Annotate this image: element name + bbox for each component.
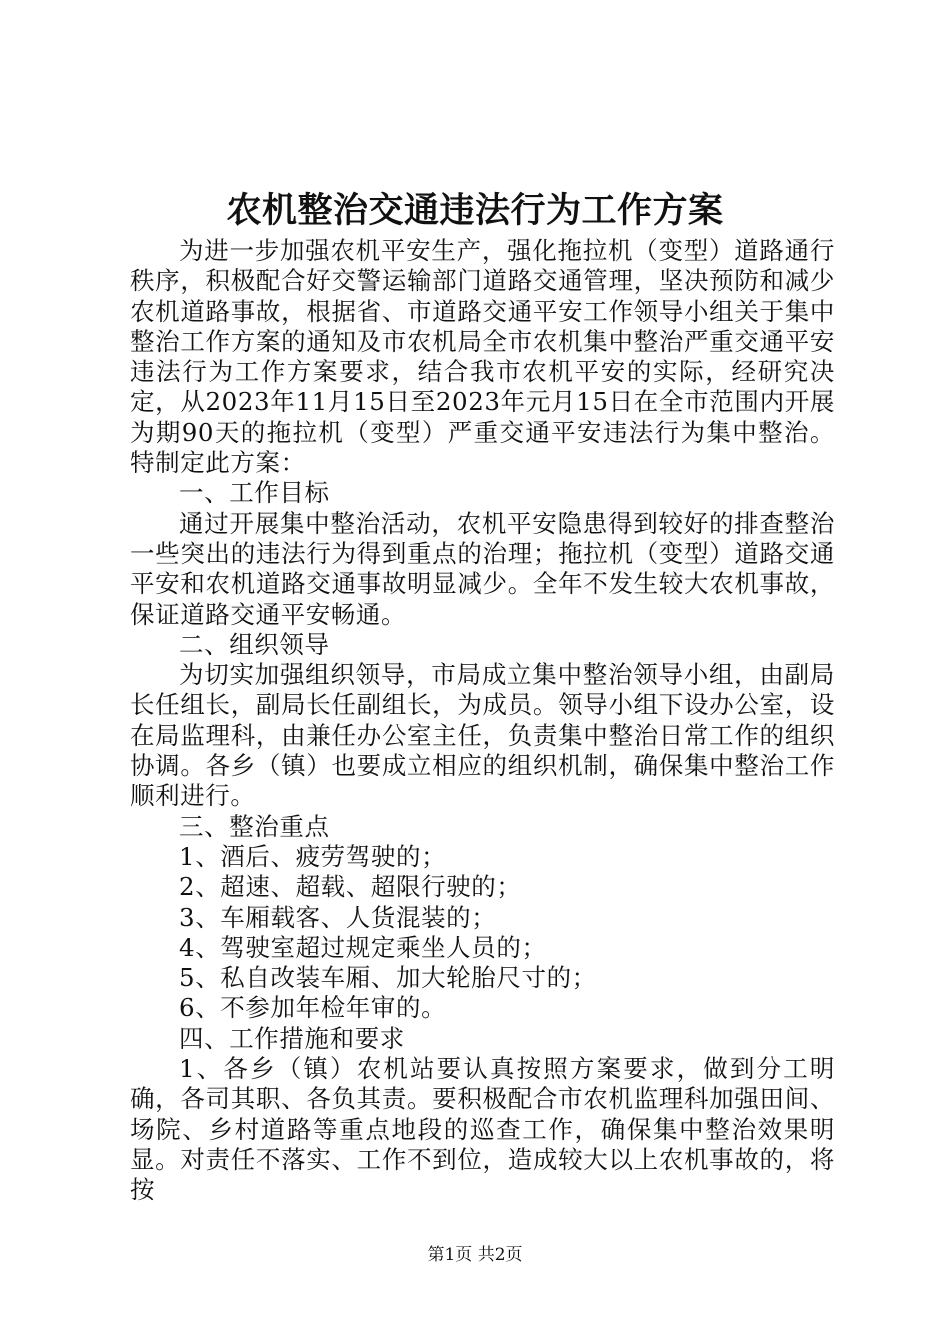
- intro-paragraph: 为进一步加强农机平安生产，强化拖拉机（变型）道路通行秩序，积极配合好交警运输部门道路交通管理，坚决预防和减少农机道路事故，根据省、市道路交通平安工作领导小组关于集中整治工作方案的通知及市农机局全市农机集中整治严重交通平安违法行为工作方案要求，结合我市农机平安的实际，经研究决定，从2023年11月15日至2023年元月15日在全市范围内开展为期90天的拖拉机（变型）严重交通平安违法行为集中整治。特制定此方案：: [130, 236, 835, 478]
- section-heading-organization: 二、组织领导: [179, 629, 330, 659]
- section-heading-goals: 一、工作目标: [179, 478, 330, 508]
- focus-list-item: 6、不参加年检年审的。: [179, 993, 447, 1023]
- focus-list-item: 3、车厢载客、人货混装的；: [179, 902, 497, 932]
- section-heading-focus: 三、整治重点: [179, 811, 330, 841]
- focus-list-item: 4、驾驶室超过规定乘坐人员的；: [179, 932, 547, 962]
- page-number-footer: 第1页 共2页: [427, 1245, 523, 1265]
- focus-list-item: 2、超速、超载、超限行驶的；: [179, 872, 522, 902]
- focus-list-item: 1、酒后、疲劳驾驶的；: [179, 841, 447, 871]
- section-heading-measures: 四、工作措施和要求: [179, 1023, 405, 1053]
- focus-list-item: 5、私自改装车厢、加大轮胎尺寸的；: [179, 963, 597, 993]
- section-paragraph-goals: 通过开展集中整治活动，农机平安隐患得到较好的排查整治一些突出的违法行为得到重点的治理；拖拉机（变型）道路交通平安和农机道路交通事故明显减少。全年不发生较大农机事故，保证道路交通平安畅通。: [130, 508, 835, 629]
- section-paragraph-measures: 1、各乡（镇）农机站要认真按照方案要求，做到分工明确，各司其职、各负其责。要积极配合市农机监理科加强田间、场院、乡村道路等重点地段的巡查工作，确保集中整治效果明显。对责任不落实、工作不到位，造成较大以上农机事故的，将按: [130, 1054, 835, 1205]
- section-paragraph-organization: 为切实加强组织领导，市局成立集中整治领导小组，由副局长任组长，副局长任副组长，为成员。领导小组下设办公室，设在局监理科，由兼任办公室主任，负责集中整治日常工作的组织协调。各乡（镇）也要成立相应的组织机制，确保集中整治工作顺利进行。: [130, 660, 835, 811]
- document-title: 农机整治交通违法行为工作方案: [226, 190, 724, 231]
- document-body: [130, 236, 835, 1206]
